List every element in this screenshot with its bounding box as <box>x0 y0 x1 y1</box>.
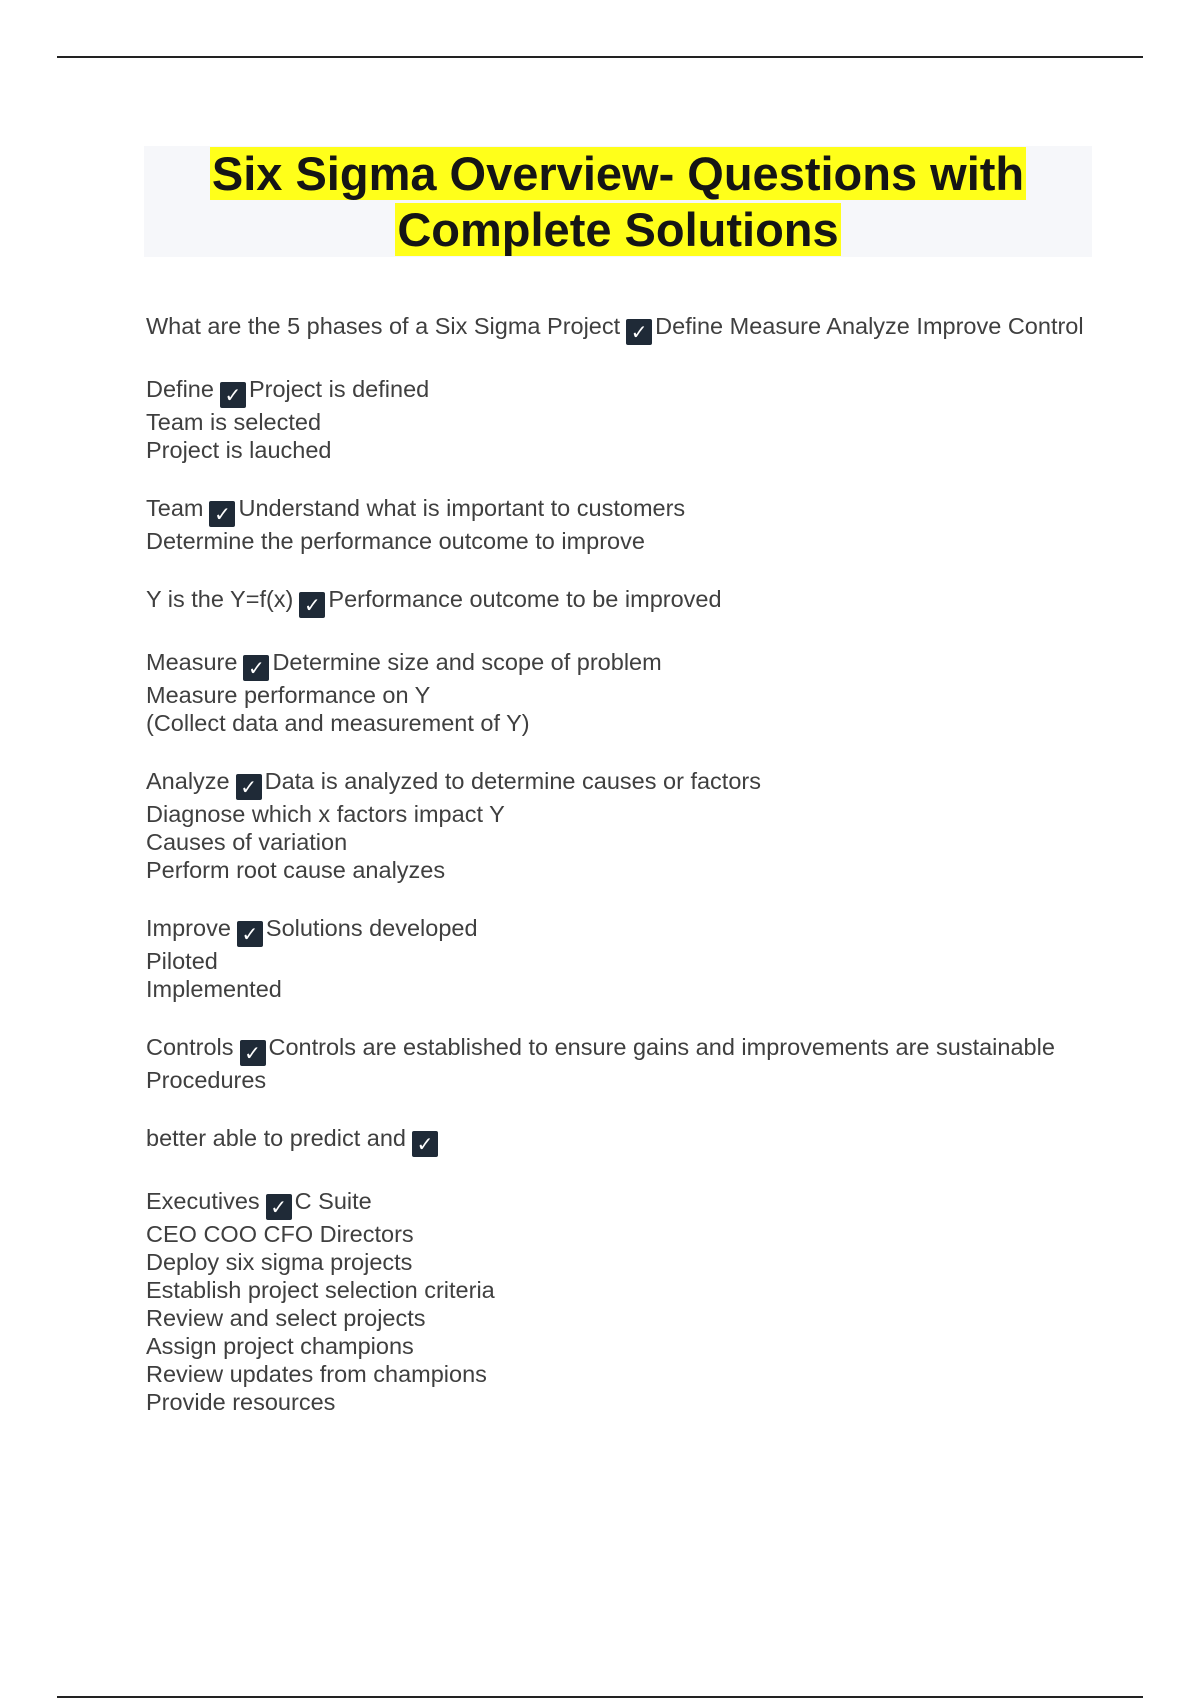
question-text: What are the 5 phases of a Six Sigma Project <box>146 313 621 339</box>
answer-line: Review updates from champions <box>146 1361 487 1387</box>
checkmark-icon: ✓ <box>209 501 235 527</box>
qa-line <box>146 375 1096 408</box>
answer-text: Define Measure Analyze Improve Control <box>655 313 1084 339</box>
answer-line: Project is lauched <box>146 437 332 463</box>
qa-line <box>146 1124 1096 1157</box>
qa-item <box>146 1187 1096 1416</box>
title-banner <box>144 146 1092 257</box>
bottom-rule <box>57 1696 1143 1698</box>
qa-item <box>146 648 1096 737</box>
answer-line: Piloted <box>146 948 218 974</box>
question-text: Improve <box>146 915 231 941</box>
answer-line: (Collect data and measurement of Y) <box>146 710 530 736</box>
title-line-1: Six Sigma Overview- Questions with <box>211 147 1025 200</box>
answer-line: Establish project selection criteria <box>146 1277 495 1303</box>
checkmark-icon: ✓ <box>266 1194 292 1220</box>
answer-text: C Suite <box>294 1188 372 1214</box>
answer-text: Understand what is important to customers <box>238 495 686 521</box>
document-title <box>144 146 1092 258</box>
qa-line <box>146 767 1096 800</box>
qa-item <box>146 914 1096 1003</box>
qa-item <box>146 1124 1096 1157</box>
qa-line <box>146 914 1096 947</box>
qa-line <box>146 585 1096 618</box>
answer-line: Procedures <box>146 1067 267 1093</box>
answer-text: Solutions developed <box>265 915 478 941</box>
question-text: Define <box>146 376 214 402</box>
answer-line: Assign project champions <box>146 1333 414 1359</box>
answer-line: Review and select projects <box>146 1305 426 1331</box>
qa-item <box>146 494 1096 555</box>
qa-item <box>146 585 1096 618</box>
checkmark-icon: ✓ <box>236 774 262 800</box>
qa-item <box>146 312 1096 345</box>
question-text: Team <box>146 495 204 521</box>
qa-line <box>146 494 1096 527</box>
answer-line: Deploy six sigma projects <box>146 1249 413 1275</box>
answer-text: Performance outcome to be improved <box>328 586 722 612</box>
checkmark-icon: ✓ <box>240 1040 266 1066</box>
answer-line: Causes of variation <box>146 829 348 855</box>
title-line-2: Complete Solutions <box>397 203 839 256</box>
qa-line <box>146 312 1096 345</box>
checkmark-icon: ✓ <box>626 319 652 345</box>
answer-line: Team is selected <box>146 409 322 435</box>
question-text: Controls <box>146 1034 234 1060</box>
answer-line: Implemented <box>146 976 282 1002</box>
checkmark-icon: ✓ <box>220 382 246 408</box>
answer-text: Controls are established to ensure gains and improvements are sustainable <box>268 1034 1055 1060</box>
qa-list <box>146 312 1096 1446</box>
qa-item <box>146 767 1096 884</box>
answer-line: Determine the performance outcome to improve <box>146 528 645 554</box>
qa-item <box>146 375 1096 464</box>
answer-text: Project is defined <box>248 376 430 402</box>
answer-line: Diagnose which x factors impact Y <box>146 801 505 827</box>
question-text: Analyze <box>146 768 230 794</box>
qa-item <box>146 1033 1096 1094</box>
question-text: Executives <box>146 1188 260 1214</box>
answer-text: Data is analyzed to determine causes or factors <box>264 768 761 794</box>
answer-text: Determine size and scope of problem <box>272 649 662 675</box>
answer-line: Provide resources <box>146 1389 336 1415</box>
question-text: Y is the Y=f(x) <box>146 586 294 612</box>
qa-line <box>146 1187 1096 1220</box>
top-rule <box>57 56 1143 58</box>
answer-line: CEO COO CFO Directors <box>146 1221 414 1247</box>
qa-line <box>146 648 1096 681</box>
checkmark-icon: ✓ <box>237 921 263 947</box>
checkmark-icon: ✓ <box>412 1131 438 1157</box>
checkmark-icon: ✓ <box>299 592 325 618</box>
question-text: Measure <box>146 649 238 675</box>
checkmark-icon: ✓ <box>243 655 269 681</box>
answer-line: Perform root cause analyzes <box>146 857 446 883</box>
qa-line <box>146 1033 1096 1066</box>
answer-line: Measure performance on Y <box>146 682 431 708</box>
question-text: better able to predict and <box>146 1125 406 1151</box>
